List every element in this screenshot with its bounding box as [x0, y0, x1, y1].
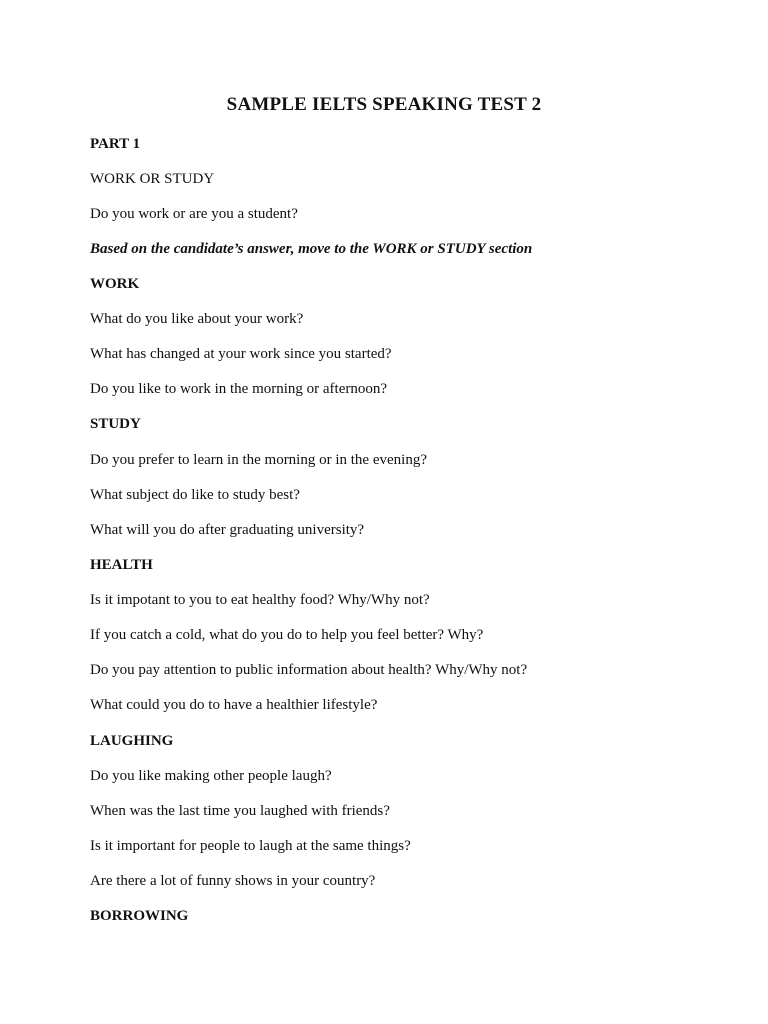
question: If you catch a cold, what do you do to help you feel better? Why? [90, 627, 484, 643]
subheading-work-or-study: WORK OR STUDY [90, 171, 215, 187]
question: Do you like to work in the morning or afternoon? [90, 381, 388, 397]
document-title: SAMPLE IELTS SPEAKING TEST 2 [226, 94, 542, 115]
question: Do you pay attention to public information about health? Why/Why not? [90, 662, 528, 678]
section-heading-study: STUDY [90, 416, 141, 432]
question: Do you like making other people laugh? [90, 768, 332, 784]
question: Are there a lot of funny shows in your country? [90, 873, 376, 889]
question: Do you prefer to learn in the morning or in the evening? [90, 452, 427, 468]
question: Is it important for people to laugh at the same things? [90, 838, 411, 854]
question: Is it impotant to you to eat healthy food? Why/Why not? [90, 592, 430, 608]
section-heading-health: HEALTH [90, 557, 153, 573]
question: What could you do to have a healthier lifestyle? [90, 697, 378, 713]
section-heading-borrowing: BORROWING [90, 908, 189, 924]
section-heading-part-1: PART 1 [90, 136, 141, 152]
question: What subject do like to study best? [90, 487, 300, 503]
question: What do you like about your work? [90, 311, 304, 327]
question: What has changed at your work since you started? [90, 346, 392, 362]
examiner-instruction: Based on the candidate’s answer, move to the WORK or STUDY section [90, 241, 533, 257]
question: Do you work or are you a student? [90, 206, 298, 222]
question: What will you do after graduating university? [90, 522, 365, 538]
question: When was the last time you laughed with friends? [90, 803, 390, 819]
section-heading-laughing: LAUGHING [90, 733, 174, 749]
section-heading-work: WORK [90, 276, 140, 292]
